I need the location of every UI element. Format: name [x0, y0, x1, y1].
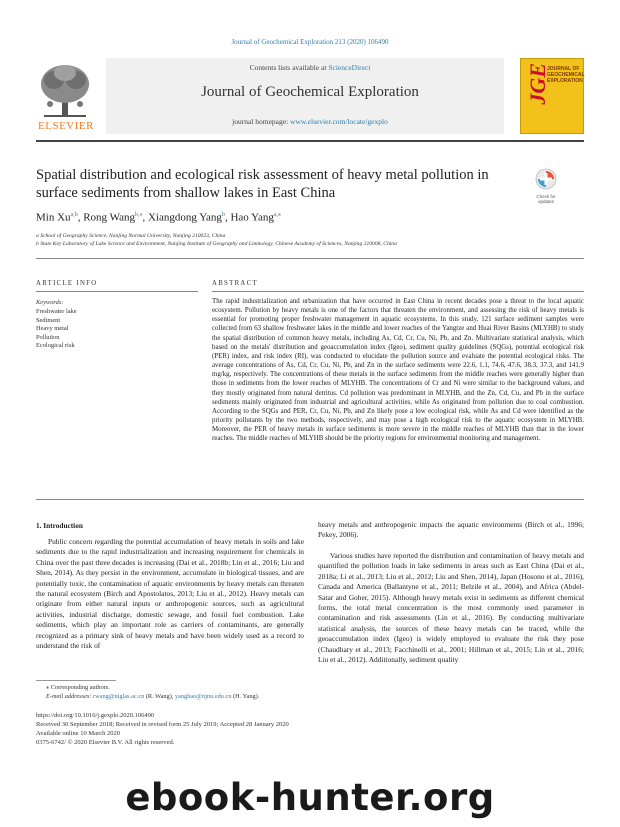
affiliation: b State Key Laboratory of Lake Science and Environment, Nanjing Institute of Geography and Limnology, Chinese Academy of Sciences, Nanjing 210008, China: [36, 241, 397, 247]
author-name: Min Xu: [36, 211, 71, 224]
journal-cover-thumbnail: [520, 58, 584, 134]
journal-title: Journal of Geochemical Exploration: [201, 84, 419, 100]
article-info-rule: [36, 291, 198, 292]
cover-initials: JGE: [525, 63, 550, 105]
journal-citation-link[interactable]: Journal of Geochemical Exploration 213 (2020) 106490: [231, 38, 389, 46]
article-title: Spatial distribution and ecological risk assessment of heavy metal pollution in surface sediments from shallow lakes in East China: [36, 167, 489, 201]
copyright-notice: 0375-6742/ © 2020 Elsevier B.V. All rights reserved.: [36, 739, 175, 746]
introduction-right-column-top: heavy metals and anthropogenic impacts the aquatic environments (Birch et al., 1996; Pekey, 2006).: [318, 520, 584, 540]
introduction-right-column: Various studies have reported the distribution and contamination of heavy metals and quantified the pollution loads in lake sediments in areas such as East China (Dai et al., 2018a; Li et al., 2013; Liu et al., 2012; Liu and Shen, 2014), Japan (Hosono et al., 2016), Canada and America (Ballantyne et al., 2011; Belzile et al., 2004), and Africa (Abdel-Satar and Goher, 2015). Although heavy metals exist in sediments as different chemical forms, the total metal concentration is the most commonly used parameter in contamination and risk assessments (Lin et al., 2016). By conducting multivariate statistical analysis, the sources of these heavy metals can be traced, while the geoaccumulation index (Igeo) is widely employed to evaluate the risk they pose (Chaudhary et al., 2013; Facchinelli et al., 2001; Hillman et al., 2015; Lin et al., 2016; Liu et al., 2012). Additionally, sediment quality: [318, 551, 584, 665]
affiliation: a School of Geography Science, Nanjing Normal University, Nanjing 210023, China: [36, 233, 226, 239]
keyword: Heavy metal: [36, 325, 69, 333]
author-list: Min Xu$^{a,b}$, Rong Wang$^{b,⁎}$, Xiangdong Yang$^b$, Hao Yang$^{a,⁎}$: [36, 211, 282, 224]
email-addresses: E-mail addresses: rwang@niglas.ac.cn (R. Wang), yanghao@njnu.edu.cn (H. Yang).: [46, 693, 260, 700]
author-name: Xiangdong Yang: [147, 211, 222, 224]
header-divider: [36, 140, 584, 142]
author-affiliation-marker[interactable]: a,b: [70, 212, 78, 218]
keywords-label: Keywords:: [36, 299, 64, 306]
abstract-text: The rapid industrialization and urbanization that have occurred in East China in recent decades pose a threat to the local aquatic ecosystem. Pollution by heavy metals is one of the factors that threaten the environment, and assessing the risk of heavy metals is essential for promoting proper freshwater management in aquatic ecosystems. In this study, 121 surface sediment samples were collected from 63 shallow freshwater lakes in the middle and lower reaches of the Yangtze and Huai River Basins (MLYHB) to study the spatial distribution of common heavy metals, including As, Cd, Cr, Cu, Ni, Pb, and Zn. Multivariate statistical analysis, which based on the metals' distribution and geoaccumulation index (Igeo), sediment quality guidelines (SQGs), potential ecological risk (PER) index, and risk index (RI), was conducted to elucidate the pollution source and evaluate the potential ecological risks. The average concentrations of As, Cd, Cr, Cu, Ni, Pb, and Zn in the surface sediments were 22.6, 1.1, 74.6, 47.6, 38.3, 37.3, and 141.9 mg/kg, respectively. The concentrations of these metals in the surface sediments from the middle reaches were generally higher than those in sediments from the lower reaches of MLYHB. The concentrations of Cr and Ni were similar to the background values, and they mostly originated from natural detritus. Cd pollution was predominant in MLYHB, and the Zn, Cd, Cu, and Pb in the surface sediments mainly originated from industrial and agricultural activities, while As originated from pollution due to coal combustion. According to the SQGs and PER, Cr, Cu, Ni, Pb, and Zn likely pose a low ecological risk, while As and Cd were identified as the priority pollutants by the two methods, respectively, and may pose a high ecological risk to the aquatic ecosystem in MLYHB. Moreover, the PER of heavy metals in surface sediments is more severe in the middle reaches of MLYHB than that in the lower reaches. The middle reaches of MLYHB should be the priority regions for environmental monitoring and management.: [212, 298, 584, 443]
keywords-list: [36, 308, 77, 351]
author-affiliation-marker[interactable]: b,⁎: [134, 212, 143, 218]
journal-homepage: journal homepage: www.elsevier.com/locate/gexplo: [232, 117, 388, 126]
author-name: Rong Wang: [83, 211, 135, 224]
available-online-date: Available online 10 March 2020: [36, 730, 120, 737]
author-name: Hao Yang: [230, 211, 274, 224]
sciencedirect-link[interactable]: ScienceDirect: [328, 63, 371, 72]
keyword: Pollution: [36, 333, 60, 341]
footnote-rule: [36, 680, 116, 681]
author-affiliation-marker[interactable]: b: [221, 212, 225, 218]
email-link-wang[interactable]: rwang@niglas.ac.cn: [93, 693, 145, 700]
abstract-rule: [212, 291, 584, 292]
introduction-left-column: Public concern regarding the potential accumulation of heavy metals in soils and lake sediments due to the rapid industrialization and increasing requirement for chemicals in China over the past three decades is increasing (Dai et al., 2018b; Lin et al., 2016; Liu and Shen, 2014). As they persist in the environment, accumulate in biological tissues, and are potentially toxic, the contamination of aquatic environments by heavy metals can threaten the natural ecosystem (Birch and Apostolatos, 2013; Liu et al., 2012). Heavy metals can originate from either natural inputs or anthropogenic sources, such as agricultural activities, industrial discharge, domestic sewage, and fossil fuel combustion. Lake sediments, which play an important role as carriers of contaminants, are generally recognized as a primary sink of heavy metals and have been widely used as a record to understand the risk of: [36, 537, 304, 651]
keyword: Freshwater lake: [36, 308, 77, 315]
watermark-text: ebook-hunter.org: [125, 776, 495, 819]
doi-link[interactable]: https://doi.org/10.1016/j.gexplo.2020.106490: [36, 712, 155, 719]
abstract-heading: ABSTRACT: [212, 280, 258, 287]
section-divider: [36, 258, 584, 259]
contents-line: Contents lists available at ScienceDirect: [249, 63, 371, 72]
crossmark-icon: [535, 168, 557, 190]
introduction-heading: 1. Introduction: [36, 521, 83, 530]
author-affiliation-marker[interactable]: a,⁎: [273, 212, 282, 218]
email-link-yang[interactable]: yanghao@njnu.edu.cn: [174, 693, 232, 700]
corresponding-author-note: ⁎ Corresponding authors.: [46, 684, 110, 691]
crossmark-badge[interactable]: [528, 168, 564, 205]
abstract-bottom-divider: [36, 499, 584, 500]
received-dates: Received 30 September 2018; Received in revised form 25 July 2019; Accepted 28 January 2020: [36, 721, 289, 728]
homepage-link[interactable]: www.elsevier.com/locate/gexplo: [290, 117, 388, 126]
cover-title: JOURNAL OF GEOCHEMICAL EXPLORATION: [547, 66, 585, 84]
keyword: Ecological risk: [36, 342, 75, 350]
crossmark-label: Check for updates: [536, 194, 556, 204]
publisher-logo-text: ELSEVIER: [38, 120, 94, 132]
article-info-heading: ARTICLE INFO: [36, 280, 98, 287]
keyword: Sediment: [36, 316, 61, 324]
